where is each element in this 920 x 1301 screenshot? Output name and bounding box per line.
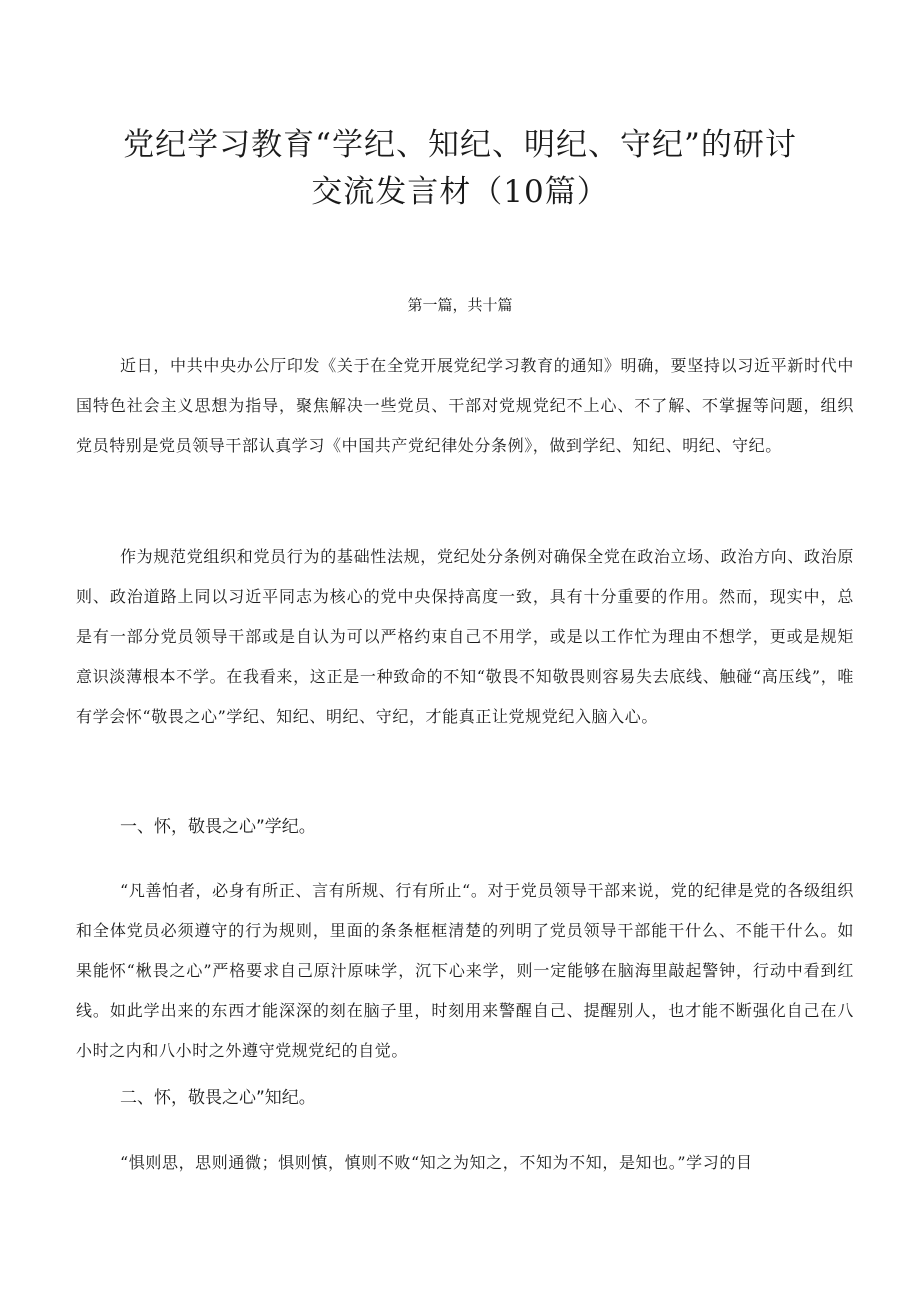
paragraph-background: 作为规范党组织和党员行为的基础性法规，党纪处分条例对确保全党在政治立场、政治方向、政治原则、政治道路上同以习近平同志为核心的党中央保持高度一致，具有十分重要的作用。然而，现实中，总是有一部分党员领导干部或是自认为可以严格约束自己不用学，或是以工作忙为理由不想学，更或是规矩意识淡薄根本不学。在我看来，这正是一种致命的不知“敬畏不知敬畏则容易失去底线、触碰“高压线”，唯有学会怀“敬畏之心”学纪、知纪、明纪、守纪，才能真正让党规党纪入脑入心。 — [76, 547, 854, 726]
document-title-line-2: 交流发言材（10篇） — [311, 174, 609, 210]
paragraph-section-2: “惧则思，思则通微；惧则慎，慎则不败“知之为知之，不知为不知，是知也。”学习的目 — [120, 1153, 753, 1172]
document-title-line-1: 党纪学习教育“学纪、知纪、明纪、守纪”的研讨 — [123, 127, 797, 163]
paragraph-intro: 近日，中共中央办公厅印发《关于在全党开展党纪学习教育的通知》明确，要坚持以习近平新时代中国特色社会主义思想为指导，聚焦解决一些党员、干部对党规党纪不上心、不了解、不掌握等问题，组织党员特别是党员领导干部认真学习《中国共产党纪律处分条例》，做到学纪、知纪、明纪、守纪。 — [76, 356, 854, 455]
section-heading-2: 二、怀，敬畏之心”知纪。 — [120, 1088, 316, 1108]
section-heading-1: 一、怀，敬畏之心”学纪。 — [120, 817, 316, 837]
paragraph-section-1: “凡善怕者，必身有所正、言有所规、行有所止“。对于党员领导干部来说，党的纪律是党的各级组织和全体党员必须遵守的行为规则，里面的条条框框清楚的列明了党员领导干部能干什么、不能干什么。如果能怀“楸畏之心”严格要求自己原汁原味学，沉下心来学，则一定能够在脑海里敲起警钟，行动中看到红线。如此学出来的东西才能深深的刻在脑子里，时刻用来警醒自己、提醒别人，也才能不断强化自己在八小时之内和八小时之外遵守党规党纪的自觉。 — [76, 881, 854, 1060]
document-subtitle: 第一篇，共十篇 — [407, 296, 513, 314]
